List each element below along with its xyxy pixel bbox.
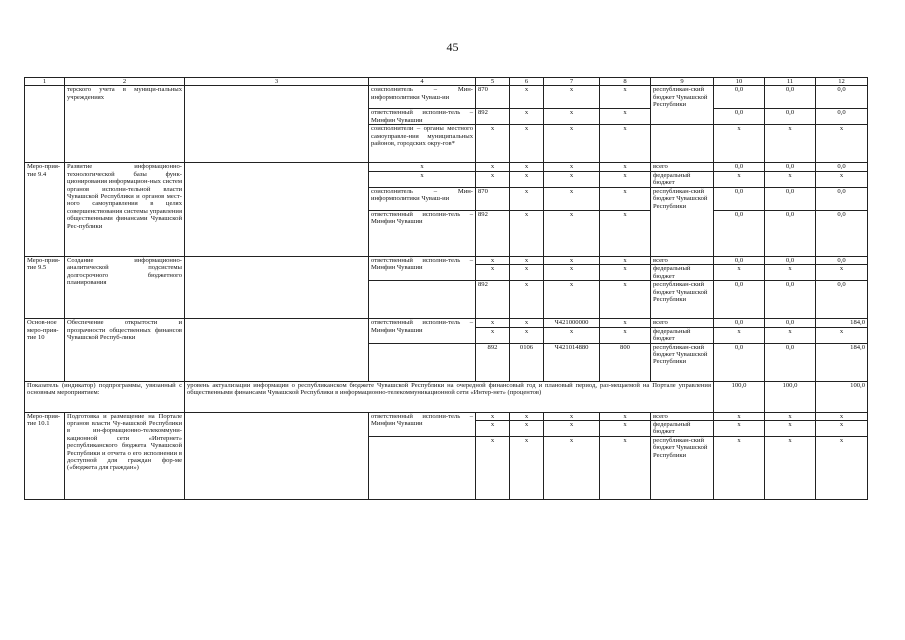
table-row [25,256,868,264]
section-code: x [510,319,544,327]
indicator-cell [185,86,369,163]
expense-type-code: x [600,210,651,256]
expense-type-code: x [600,109,651,125]
target-article-code: x [544,187,600,210]
column-number: 3 [185,78,369,86]
executor-cell: ответственный исполни-тель – Минфин Чувашии [369,210,476,256]
indicator-row [25,381,868,412]
section-code: x [510,281,544,319]
value-cell: x [714,125,765,163]
grbs-code: 892 [476,281,510,319]
grbs-code: 892 [476,109,510,125]
funding-source: федеральный бюджет [651,171,714,187]
grbs-code: x [476,437,510,500]
value-cell: 0,0 [714,86,765,109]
value-cell: x [765,437,816,500]
indicator-cell [185,412,369,499]
section-code: x [510,327,544,343]
value-cell: x [714,421,765,437]
section-code: x [510,265,544,281]
grbs-code: x [476,256,510,264]
target-article-code: x [544,256,600,264]
executor-cell: ответственный исполни-тель – Минфин Чувашии [369,109,476,125]
executor-cell [369,343,476,381]
target-article-code: x [544,265,600,281]
funding-source: республикан-ский бюджет Чувашской Республики [651,343,714,381]
value-cell: x [765,265,816,281]
program-table [24,77,868,500]
executor-cell: x [369,171,476,187]
value-cell: x [816,412,868,420]
funding-source: всего [651,256,714,264]
section-code: 0106 [510,343,544,381]
grbs-code: x [476,125,510,163]
expense-type-code: x [600,437,651,500]
indicator-cell [185,256,369,318]
grbs-code: x [476,421,510,437]
section-code: x [510,163,544,171]
value-cell: x [816,265,868,281]
funding-source: всего [651,319,714,327]
value-cell: 0,0 [765,109,816,125]
section-code: x [510,210,544,256]
section-code: x [510,125,544,163]
activity-label-cell [25,86,65,163]
funding-source: федеральный бюджет [651,421,714,437]
value-cell: 0,0 [765,281,816,319]
expense-type-code: x [600,327,651,343]
funding-source [651,125,714,163]
target-article-code: x [544,210,600,256]
column-number: 7 [544,78,600,86]
target-article-code: x [544,125,600,163]
funding-source: республикан-ский бюджет Чувашской Республики [651,187,714,256]
expense-type-code: x [600,163,651,171]
funding-source: федеральный бюджет [651,327,714,343]
executor-cell: соисполнители – органы местного самоуправле-ния муниципальных районов, городских окру-гов* [369,125,476,163]
activity-label: Основ-ное меро-прия-тие 10 [25,319,65,381]
target-article-code: x [544,412,600,420]
value-cell: 0,0 [714,109,765,125]
funding-source: республикан-ский бюджет Чувашской Республики [651,281,714,319]
indicator-label: Показатель (индикатор) подпрограммы, увязанный с основным мероприятием: [25,381,185,412]
section-code: x [510,171,544,187]
funding-source: всего [651,412,714,420]
value-cell: 0,0 [816,86,868,109]
column-number-row [25,78,868,86]
section-code: x [510,437,544,500]
value-cell: 0,0 [816,256,868,264]
value-cell: 184,0 [816,343,868,381]
value-cell: 0,0 [765,343,816,381]
value-cell: 0,0 [714,319,765,327]
executor-cell [369,281,476,319]
grbs-code: x [476,265,510,281]
column-number: 2 [65,78,185,86]
section-code: x [510,109,544,125]
column-number: 6 [510,78,544,86]
grbs-code: 870 [476,86,510,109]
value-cell: x [765,171,816,187]
table-row [25,412,868,420]
column-number: 12 [816,78,868,86]
executor-cell: ответственный исполни-тель – Минфин Чувашии [369,256,476,280]
executor-cell: x [369,163,476,171]
value-cell: x [765,327,816,343]
indicator-cell [185,163,369,256]
value-cell: x [714,437,765,500]
target-article-code: x [544,421,600,437]
section-code: x [510,412,544,420]
value-cell: x [714,412,765,420]
value-cell: x [714,327,765,343]
activity-label: Меро-прия-тие 9.5 [25,256,65,318]
activity-label: Меро-прия-тие 10.1 [25,412,65,499]
value-cell: x [816,437,868,500]
column-number: 8 [600,78,651,86]
activity-name: Обеспечение открытости и прозрачности общественных финансов Чувашской Респуб-лики [65,319,185,381]
value-cell: 0,0 [714,210,765,256]
section-code: x [510,256,544,264]
value-cell: 0,0 [765,187,816,210]
value-cell: 0,0 [714,281,765,319]
table-row [25,163,868,171]
grbs-code: x [476,163,510,171]
value-cell: 0,0 [765,319,816,327]
indicator-value: 100,0 [816,381,868,412]
value-cell: 0,0 [714,343,765,381]
value-cell: 0,0 [765,210,816,256]
funding-source: республикан-ский бюджет Чувашской Республики [651,86,714,125]
target-article-code: Ч421000000 [544,319,600,327]
value-cell: 0,0 [714,163,765,171]
expense-type-code: 800 [600,343,651,381]
grbs-code: x [476,319,510,327]
section-code: x [510,86,544,109]
target-article-code: Ч421014880 [544,343,600,381]
activity-name: Развитие информационно-технологической базы функ-ционирования информацион-ных систем органов исполни-тельной власти Чувашской Республики и органов мест-ного самоуправления в целях совершенствования системы управления общественными финансами Чувашской Рес-публики [65,163,185,256]
value-cell: 0,0 [765,256,816,264]
funding-source: республикан-ский бюджет Чувашской Республики [651,437,714,500]
column-number: 1 [25,78,65,86]
column-number: 9 [651,78,714,86]
executor-cell: соисполнитель – Мин-информполитики Чуваш-ии [369,86,476,109]
table-row [25,319,868,327]
section-code: x [510,187,544,210]
activity-name: терского учета в муници-пальных учреждениях [65,86,185,163]
expense-type-code: x [600,125,651,163]
value-cell: x [816,125,868,163]
expense-type-code: x [600,187,651,210]
indicator-text: уровень актуализации информации о республиканском бюджете Чувашской Республики на очередной финансовый год и плановый период, раз-мещаемой на Портале управления общественными финансами Чувашской Республики в информационно-телекоммуникационной сети «Интер-нет» (процентов) [185,381,714,412]
expense-type-code: x [600,171,651,187]
grbs-code: 892 [476,343,510,381]
grbs-code: 892 [476,210,510,256]
value-cell: 0,0 [765,163,816,171]
section-code: x [510,421,544,437]
activity-name: Создание информационно-аналитической подсистемы долгосрочного бюджетного планирования [65,256,185,318]
column-number: 4 [369,78,476,86]
target-article-code: x [544,437,600,500]
target-article-code: x [544,281,600,319]
value-cell: 0,0 [714,256,765,264]
value-cell: 0,0 [816,109,868,125]
expense-type-code: x [600,281,651,319]
value-cell: x [714,171,765,187]
value-cell: x [816,327,868,343]
value-cell: x [765,421,816,437]
expense-type-code: x [600,319,651,327]
expense-type-code: x [600,86,651,109]
value-cell: x [816,171,868,187]
executor-cell: соисполнитель – Мин-информполитики Чуваш-ии [369,187,476,210]
value-cell: 0,0 [816,281,868,319]
indicator-value: 100,0 [765,381,816,412]
column-number: 10 [714,78,765,86]
expense-type-code: x [600,421,651,437]
column-number: 11 [765,78,816,86]
target-article-code: x [544,171,600,187]
target-article-code: x [544,163,600,171]
value-cell: x [765,125,816,163]
funding-source: всего [651,163,714,171]
target-article-code: x [544,86,600,109]
table-row [25,86,868,109]
expense-type-code: x [600,256,651,264]
expense-type-code: x [600,265,651,281]
grbs-code: x [476,171,510,187]
target-article-code: x [544,327,600,343]
executor-cell [369,437,476,500]
value-cell: 0,0 [816,210,868,256]
value-cell: 0,0 [714,187,765,210]
indicator-value: 100,0 [714,381,765,412]
value-cell: x [714,265,765,281]
value-cell: x [816,421,868,437]
value-cell: 0,0 [816,163,868,171]
value-cell: 184,0 [816,319,868,327]
value-cell: x [765,412,816,420]
expense-type-code: x [600,412,651,420]
executor-cell: ответственный исполни-тель – Минфин Чувашии [369,412,476,436]
page-number: 45 [446,40,459,54]
grbs-code: x [476,327,510,343]
column-number: 5 [476,78,510,86]
executor-cell: ответственный исполни-тель – Минфин Чувашии [369,319,476,343]
indicator-cell [185,319,369,381]
grbs-code: 870 [476,187,510,210]
grbs-code: x [476,412,510,420]
target-article-code: x [544,109,600,125]
value-cell: 0,0 [816,187,868,210]
activity-label: Меро-прия-тие 9.4 [25,163,65,256]
funding-source: федеральный бюджет [651,265,714,281]
activity-name: Подготовка и размещение на Портале органов власти Чу-вашской Республики в ин-формационно-телекоммуни-кационной сети «Интернет» республиканского бюджета Чувашской Республики и отчета о его исполнении в доступной для граждан фор-ме («бюджета для граждан») [65,412,185,499]
value-cell: 0,0 [765,86,816,109]
